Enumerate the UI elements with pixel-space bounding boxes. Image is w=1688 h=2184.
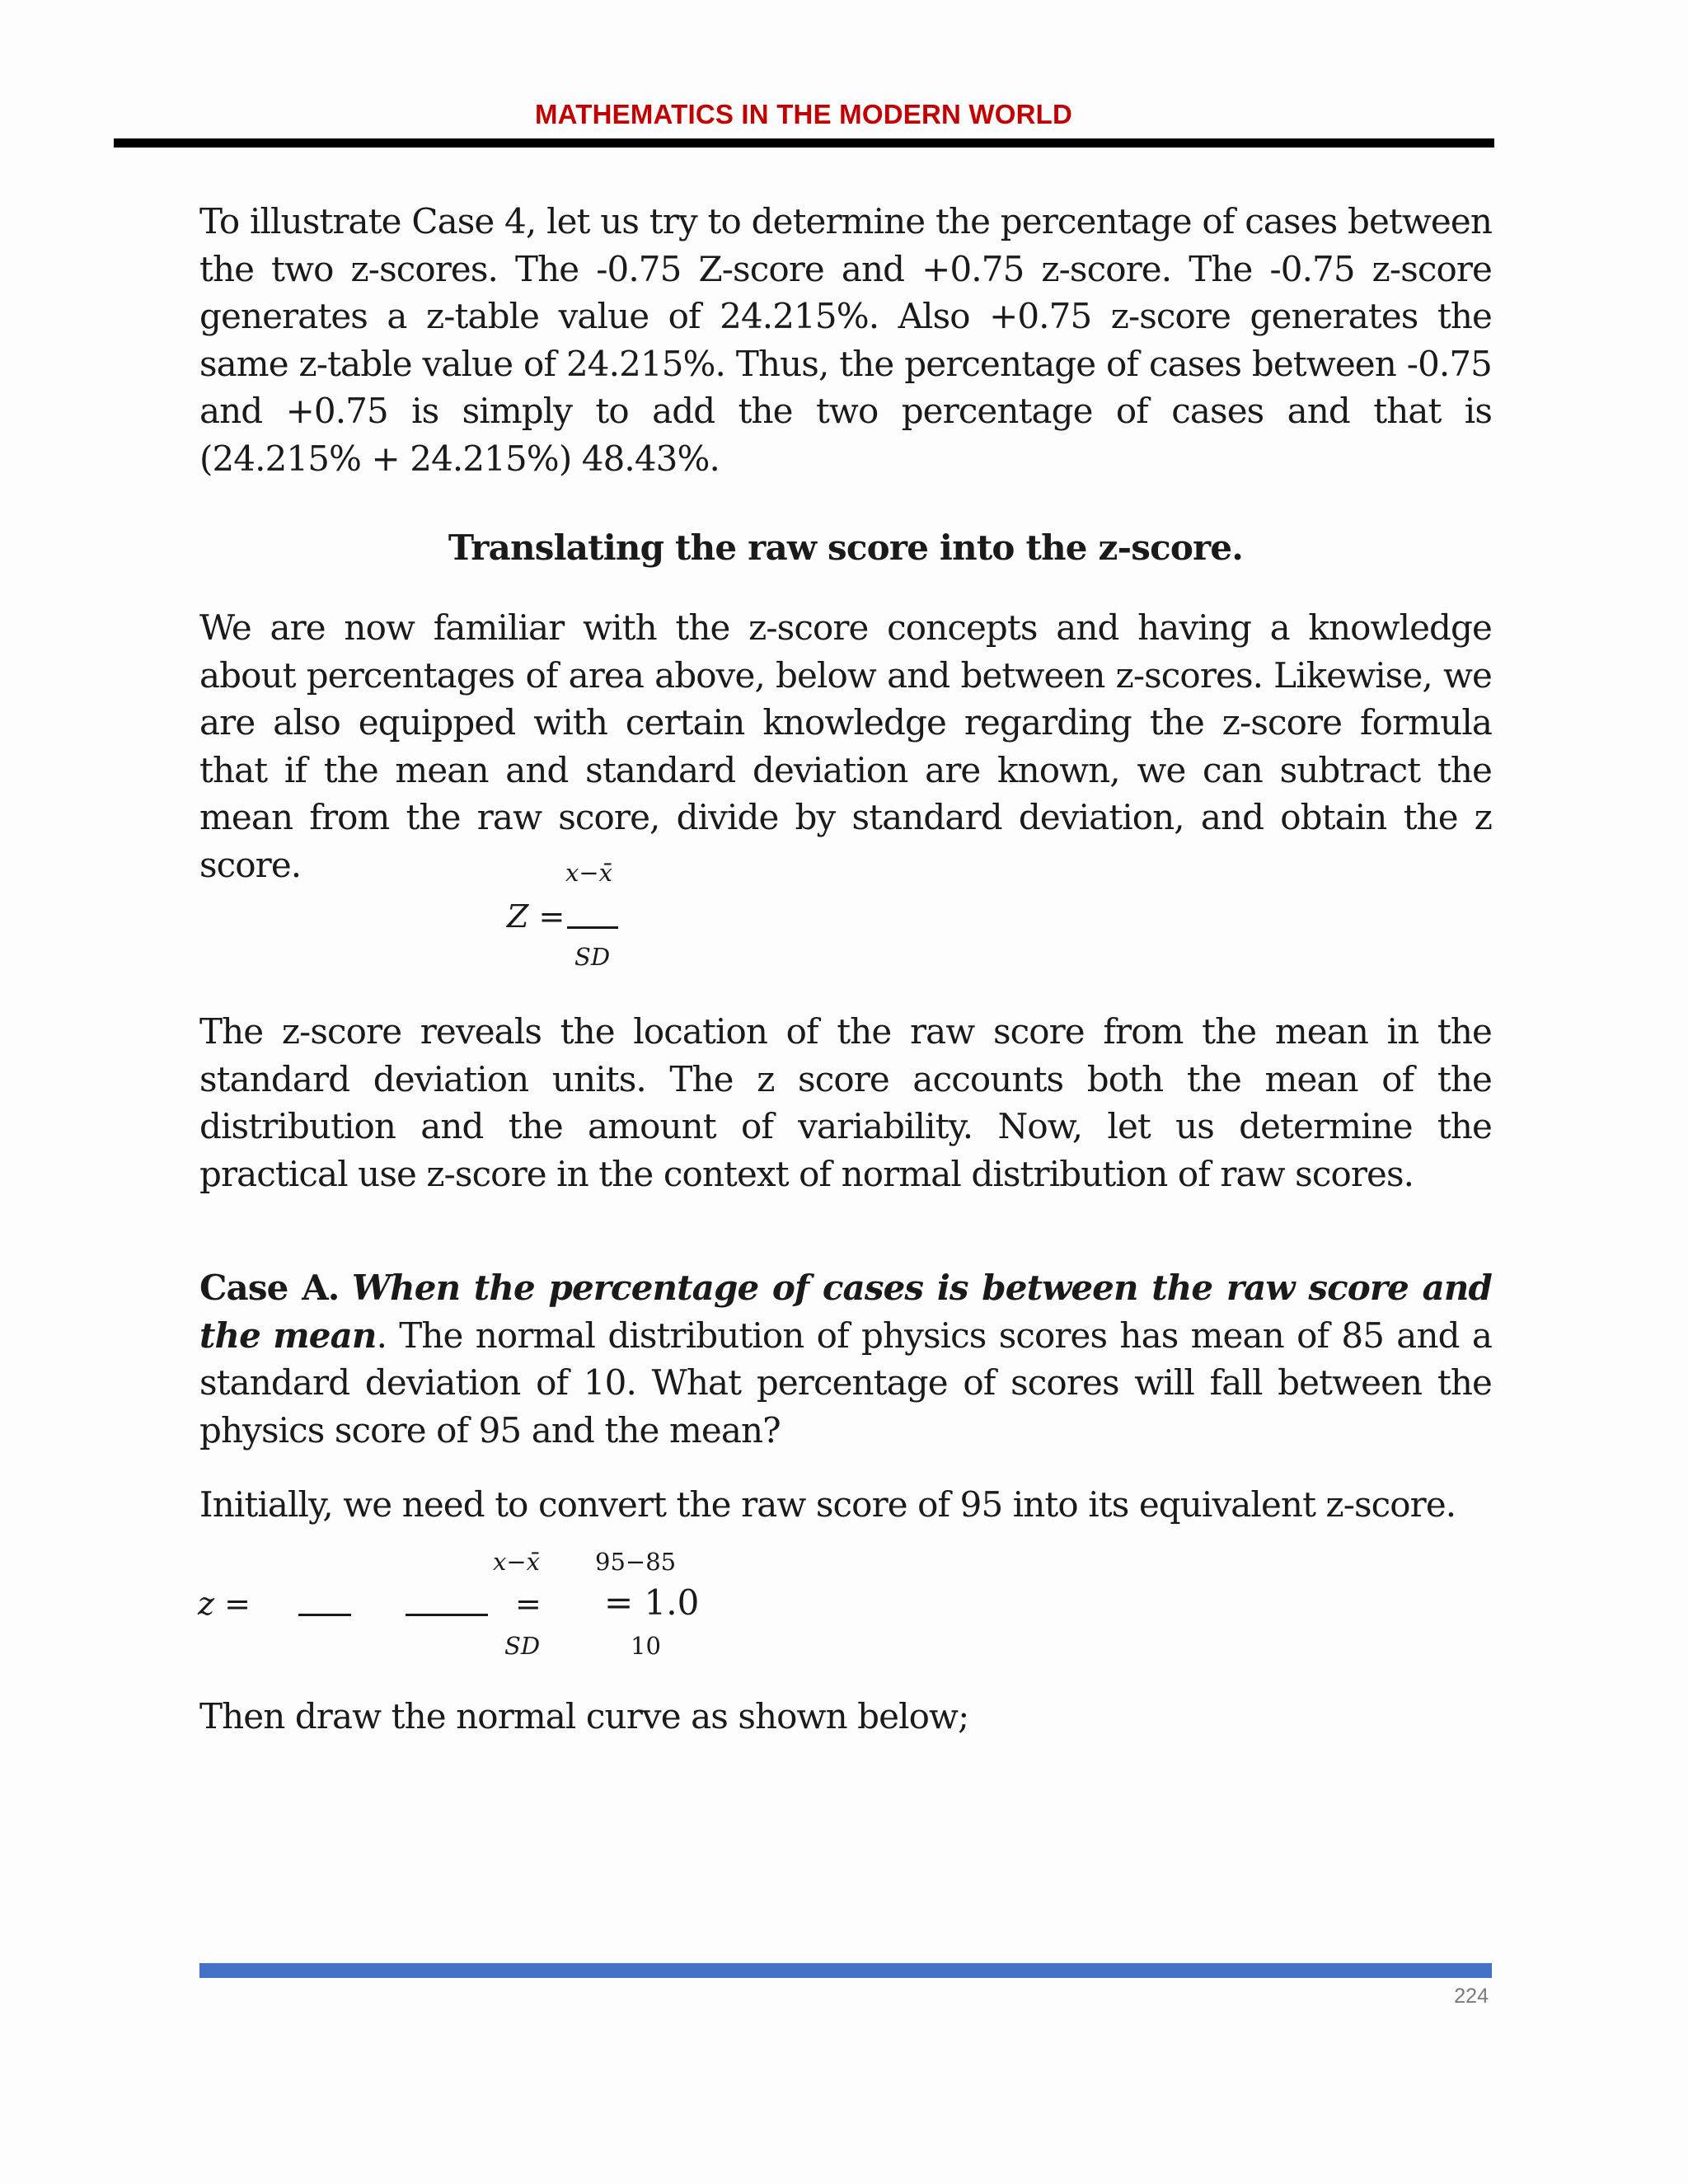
case-a-title: When the percentage of cases is between the raw score and the — [199, 1268, 1492, 1356]
footer-rule — [199, 1963, 1492, 1978]
calc-fraction-bar-2 — [406, 1614, 488, 1616]
page-number: 224 — [1454, 1985, 1489, 2008]
case-a-label: Case A. — [199, 1268, 340, 1308]
calc-numerator-symbolic: x−x̄ — [493, 1548, 541, 1576]
familiar-paragraph: We are now familiar with the z-score concepts and having a knowledge about percentages of area above, below and between z-scores. Likewise, we are also equipped with certain knowledge regarding the z-score formula that if the mean and standard deviation are known, we can subtract the mean from the raw score, divide by standard deviation, and obtain the z score. — [199, 607, 1492, 885]
case-a-text: . The normal distribution of physics scores has mean of 85 and a standard deviation of 10. What percentage of scores will fall between the physics score of 95 and the mean? — [199, 1315, 1492, 1451]
case-a-paragraph — [199, 1264, 1492, 1454]
calc-denominator-symbolic: SD — [504, 1632, 541, 1660]
calc-fraction-bar-1 — [298, 1614, 351, 1616]
calc-numerator-numeric: 95−85 — [595, 1548, 677, 1576]
then-paragraph: Then draw the normal curve as shown below; — [199, 1696, 969, 1736]
initially-paragraph: Initially, we need to convert the raw score of 95 into its equivalent z-score. — [199, 1484, 1456, 1525]
intro-paragraph: To illustrate Case 4, let us try to determine the percentage of cases between the two z-scores. The -0.75 Z-score and +0.75 z-score. The -0.75 z-score generates a z-table value of 24.215%. Also +0.75 z-score generates the same z-table value of 24.215%. Thus, the percentage of cases between -0.75 and +0.75 is simply to add the two percentage of cases and that is (24.215% + 24.215%) 48.43%. — [199, 201, 1492, 479]
formula-numerator: x−x̄ — [565, 859, 613, 887]
calc-lhs: z = — [198, 1586, 251, 1622]
formula-lhs: Z = — [507, 898, 565, 935]
document-header-title: MATHEMATICS IN THE MODERN WORLD — [534, 99, 1073, 129]
section-heading: Translating the raw score into the z-score. — [448, 527, 1244, 568]
calc-result: = 1.0 — [604, 1582, 700, 1623]
formula-denominator: SD — [574, 943, 611, 971]
header-rule — [114, 138, 1494, 148]
calc-equals: = — [515, 1586, 542, 1622]
reveals-paragraph: The z-score reveals the location of the raw score from the mean in the standard deviation units. The z score accounts both the mean of the distribution and the amount of variability. Now, let us determine the practical use z-score in the context of normal distribution of raw scores. — [199, 1011, 1492, 1194]
formula-fraction-bar — [567, 926, 618, 929]
case-a-title-end: mean — [273, 1315, 377, 1356]
calc-denominator-numeric: 10 — [631, 1632, 661, 1660]
